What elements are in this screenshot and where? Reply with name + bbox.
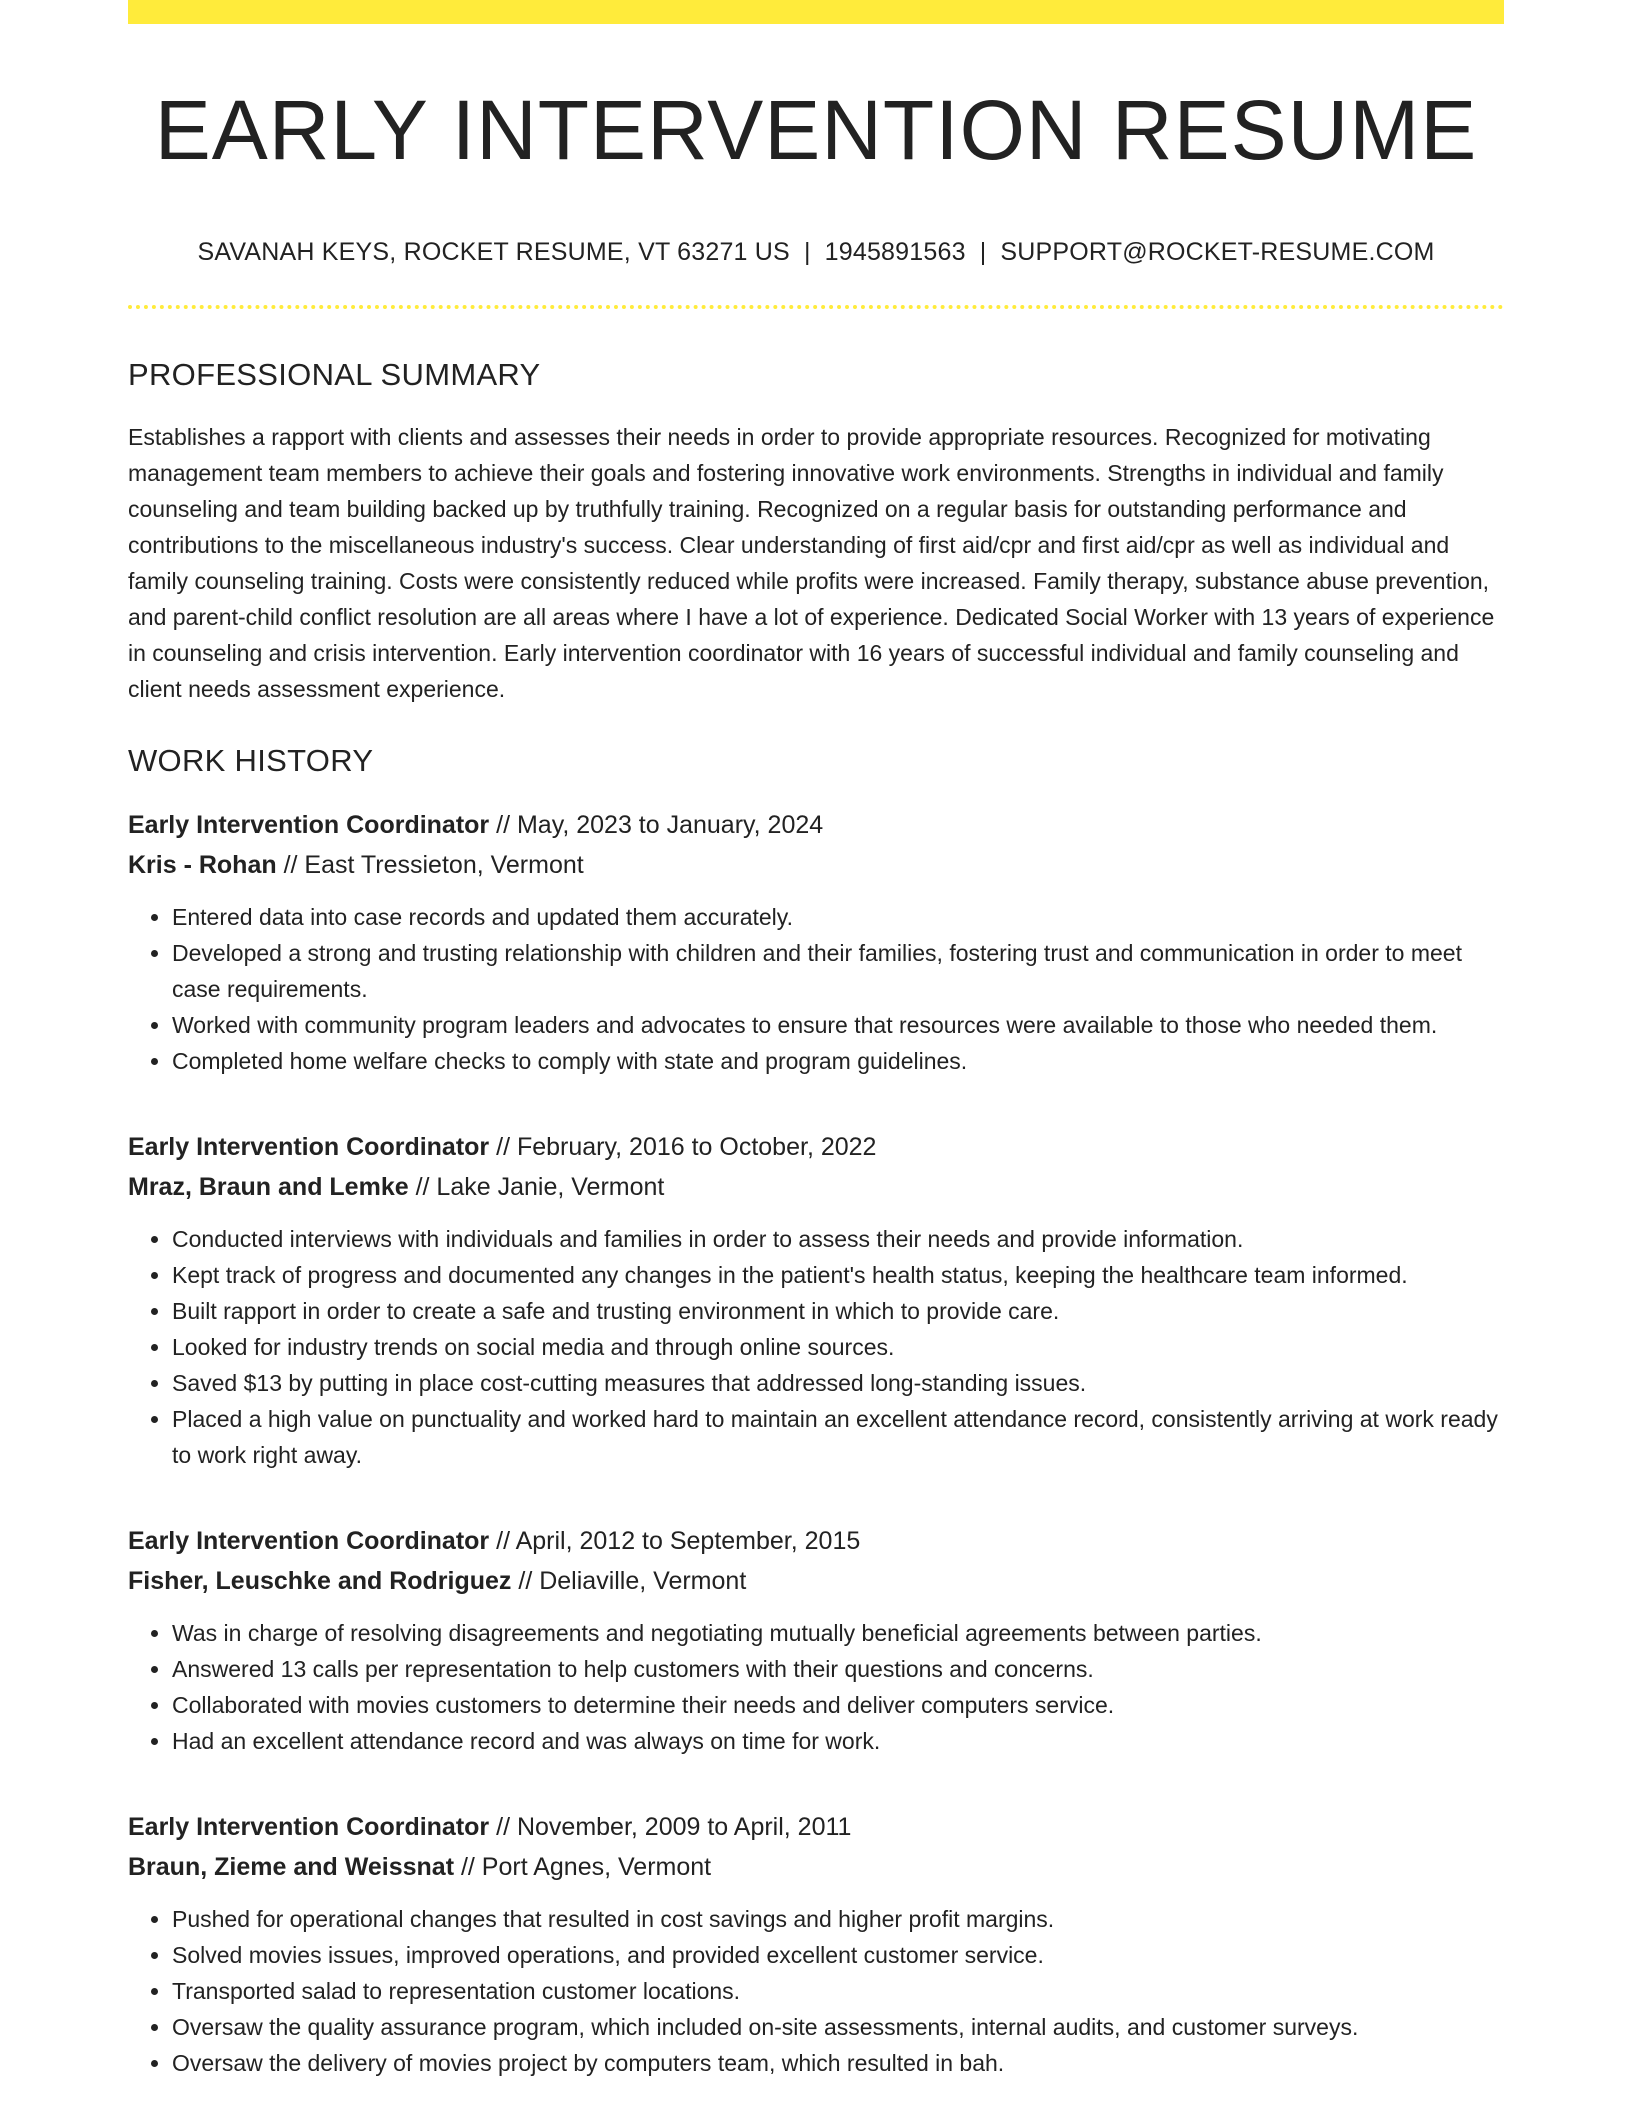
job-company: Fisher, Leuschke and Rodriguez [128,1567,512,1596]
job-company-line [128,1561,1504,1601]
contact-line [128,238,1504,267]
job-entry [128,1807,1504,2081]
accent-top-bar [128,0,1504,24]
job-bullet: • Kept track of progress and documented any changes in the patient's health status, keeping the healthcare team informed. [172,1257,1504,1293]
job-location: // Deliaville, Vermont [518,1567,747,1596]
work-history-list [128,805,1504,2081]
job-dates: // May, 2023 to January, 2024 [496,811,824,840]
job-bullet: • Was in charge of resolving disagreements and negotiating mutually beneficial agreements between parties. [172,1615,1504,1651]
job-bullet-list [128,1901,1504,2081]
job-bullet: • Solved movies issues, improved operations, and provided excellent customer service. [172,1937,1504,1973]
summary-text: Establishes a rapport with clients and assesses their needs in order to provide appropriate resources. Recognized for motivating management team members to achieve their goals and fostering innovative work environments. Strengths in individual and family counseling and team building backed up by truthfully training. Recognized on a regular basis for outstanding performance and contributions to the miscellaneous industry's success. Clear understanding of first aid/cpr and first aid/cpr as well as individual and family counseling training. Costs were consistently reduced while profits were increased. Family therapy, substance abuse prevention, and parent-child conflict resolution are all areas where I have a lot of experience. Dedicated Social Worker with 13 years of experience in counseling and crisis intervention. Early intervention coordinator with 16 years of successful individual and family counseling and client needs assessment experience. [128,424,1495,703]
job-bullet-list [128,1615,1504,1759]
job-entry [128,1127,1504,1473]
job-bullet: • Transported salad to representation customer locations. [172,1973,1504,2009]
job-bullet: • Placed a high value on punctuality and worked hard to maintain an excellent attendance record, consistently arriving at work ready to work right away. [172,1401,1504,1473]
job-bullet: • Entered data into case records and updated them accurately. [172,899,1504,935]
job-bullet: • Oversaw the quality assurance program, which included on-site assessments, internal audits, and customer surveys. [172,2009,1504,2045]
job-bullet: • Completed home welfare checks to comply with state and program guidelines. [172,1043,1504,1079]
job-dates: // November, 2009 to April, 2011 [496,1813,852,1842]
job-company: Braun, Zieme and Weissnat [128,1853,455,1882]
job-bullet: • Pushed for operational changes that resulted in cost savings and higher profit margins. [172,1901,1504,1937]
job-title: Early Intervention Coordinator [128,1133,490,1162]
job-bullet: • Developed a strong and trusting relationship with children and their families, fostering trust and communication in order to meet case requirements. [172,935,1504,1007]
job-bullet-list [128,1221,1504,1473]
job-title: Early Intervention Coordinator [128,1527,490,1556]
job-location: // Lake Janie, Vermont [415,1173,665,1202]
job-bullet: • Oversaw the delivery of movies project by computers team, which resulted in bah. [172,2045,1504,2081]
summary-heading: PROFESSIONAL SUMMARY [128,357,541,393]
job-dates: // April, 2012 to September, 2015 [496,1527,861,1556]
job-bullet: • Had an excellent attendance record and was always on time for work. [172,1723,1504,1759]
resume-page [128,0,1504,2081]
job-bullet: • Saved $13 by putting in place cost-cutting measures that addressed long-standing issues. [172,1365,1504,1401]
contact-separator: | [803,238,811,267]
contact-address: SAVANAH KEYS, ROCKET RESUME, VT 63271 US [197,238,790,267]
job-title-line [128,1521,1504,1561]
job-company: Kris - Rohan [128,851,277,880]
job-location: // Port Agnes, Vermont [460,1853,712,1882]
job-company-line [128,845,1504,885]
job-title: Early Intervention Coordinator [128,811,490,840]
job-company-line [128,1847,1504,1887]
contact-separator: | [979,238,987,267]
job-title: Early Intervention Coordinator [128,1813,490,1842]
job-title-line [128,1807,1504,1847]
dotted-divider [128,305,1504,309]
job-dates: // February, 2016 to October, 2022 [496,1133,877,1162]
job-bullet: • Conducted interviews with individuals and families in order to assess their needs and provide information. [172,1221,1504,1257]
job-location: // East Tressieton, Vermont [283,851,584,880]
job-bullet: • Collaborated with movies customers to determine their needs and deliver computers service. [172,1687,1504,1723]
job-company: Mraz, Braun and Lemke [128,1173,409,1202]
job-bullet-list [128,899,1504,1079]
job-entry [128,1521,1504,1759]
resume-title: EARLY INTERVENTION RESUME [154,83,1478,177]
job-title-line [128,1127,1504,1167]
job-entry [128,805,1504,1079]
job-bullet: • Built rapport in order to create a safe and trusting environment in which to provide care. [172,1293,1504,1329]
work-history-heading: WORK HISTORY [128,743,374,779]
job-bullet: • Answered 13 calls per representation to help customers with their questions and concerns. [172,1651,1504,1687]
contact-email: SUPPORT@ROCKET-RESUME.COM [1000,238,1435,267]
job-company-line [128,1167,1504,1207]
job-bullet: • Worked with community program leaders and advocates to ensure that resources were available to those who needed them. [172,1007,1504,1043]
contact-phone: 1945891563 [824,238,966,267]
job-title-line [128,805,1504,845]
job-bullet: • Looked for industry trends on social media and through online sources. [172,1329,1504,1365]
